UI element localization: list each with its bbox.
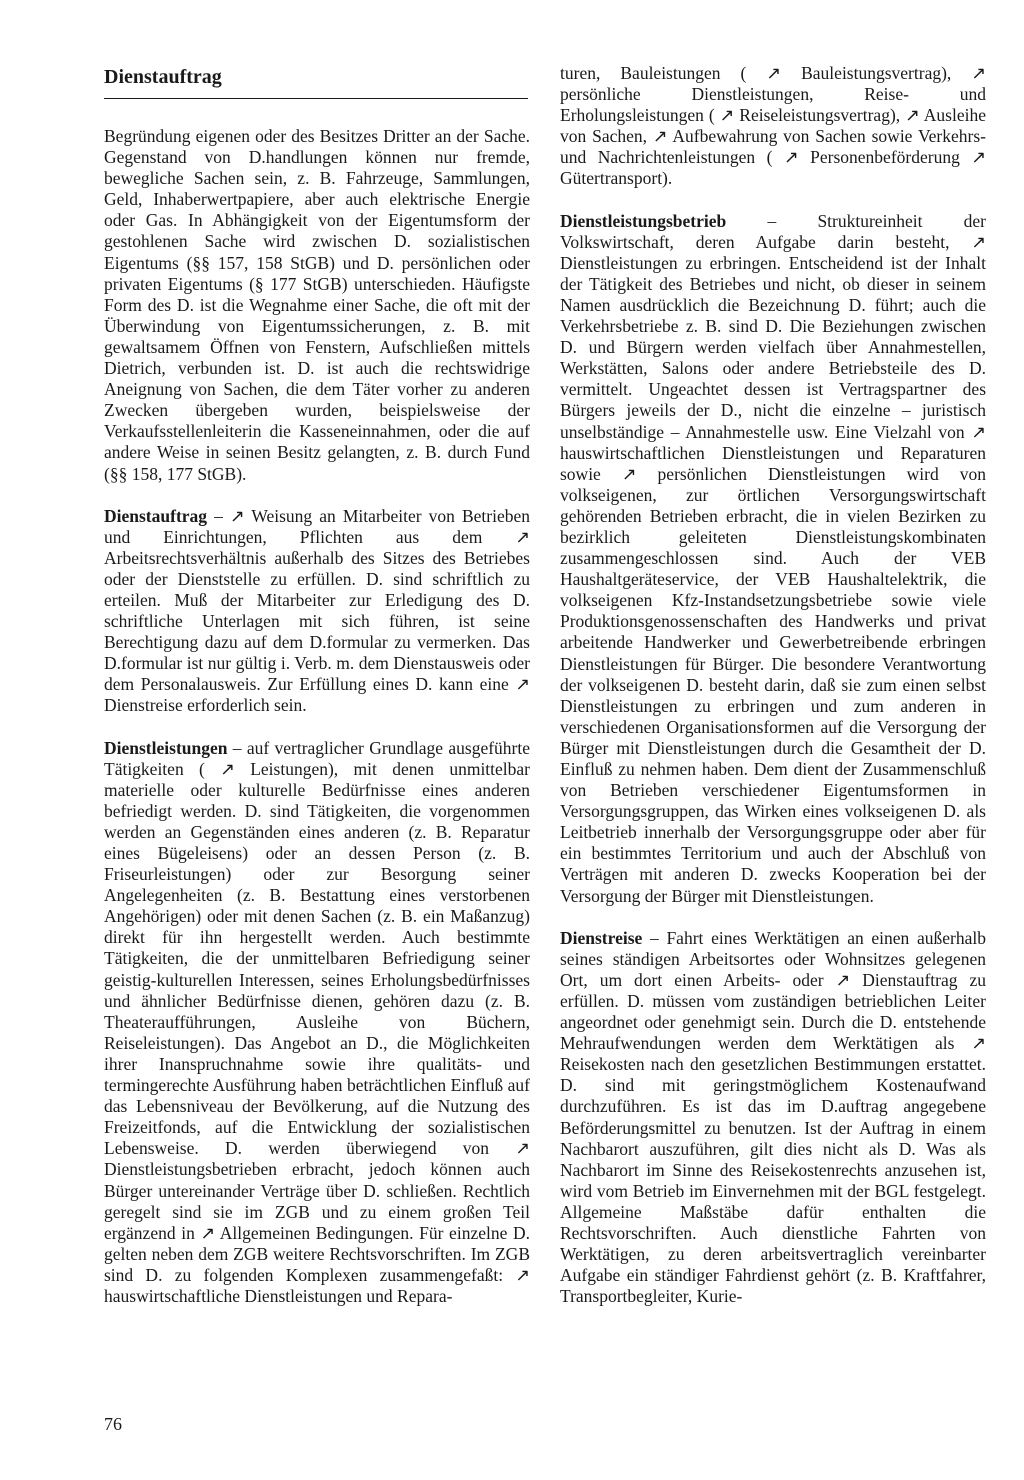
right-column (560, 63, 986, 1328)
entry-dienstauftrag (104, 506, 530, 717)
entry-text: – ↗ Weisung an Mitarbeiter von Betrieben und Einrichtungen, Pflichten aus dem ↗ Arbeitsrechtsverhältnis außerhalb des Sitzes des Betriebes oder der Dienststelle zu erfüllen. D. sind schriftlich zu erteilen. Muß der Mitarbeiter zur Erledigung des D. schriftliche Unterlagen mit sich führen, ist seine Berechtigung dazu auf dem D.formular zu vermerken. Das D.formular ist nur gültig i. Verb. m. dem Dienstausweis oder dem Personalausweis. Zur Erfüllung eines D. kann eine ↗ Dienstreise erforderlich sein. (104, 505, 530, 716)
entry-dienstleistungen (104, 738, 530, 1308)
header-rule (104, 98, 528, 99)
continuation-paragraph: turen, Bauleistungen ( ↗ Bauleistungsvertrag), ↗ persönliche Dienstleistungen, Reise- und Erholungsleistungen ( ↗ Reiseleistungsvertrag), ↗ Ausleihe von Sachen, ↗ Aufbewahrung von Sachen sowie Verkehrs- und Nachrichtenleistungen ( ↗ Personenbeförderung ↗ Gütertransport). (560, 63, 986, 189)
entry-text: – Fahrt eines Werktätigen an einen außerhalb seines ständigen Arbeitsortes oder Wohnsitzes gelegenen Ort, um dort einen Arbeits- oder ↗ Dienstauftrag zu erfüllen. D. müssen vom zuständigen betrieblichen Leiter angeordnet oder genehmigt sein. Durch die D. entstehende Mehraufwendungen werden dem Werktätigen als ↗ Reisekosten nach den gesetzlichen Bestimmungen erstattet. D. sind mit geringstmöglichem Kostenaufwand durchzuführen. Es ist das im D.auftrag angegebene Beförderungsmittel zu benutzen. Ist der Auftrag in einem Nachbarort auszuführen, gilt dies nicht als D. Was als Nachbarort im Sinne des Reisekostenrechts anzusehen ist, wird vom Betrieb im Einvernehmen mit der BGL festgelegt. Allgemeine Maßstäbe dafür enthalten die Rechtsvorschriften. Auch dienstliche Fahrten von Werktätigen, zu deren arbeitsvertraglich vereinbarter Aufgabe ein ständiger Fahrdienst gehört (z. B. Kraftfahrer, Transportbegleiter, Kurie- (560, 927, 986, 1307)
running-head: Dienstauftrag (104, 66, 222, 88)
page-number: 76 (104, 1414, 122, 1434)
entry-dienstleistungsbetrieb (560, 211, 986, 907)
entry-term: Dienstleistungsbetrieb (560, 210, 727, 231)
left-column (104, 126, 530, 1328)
continuation-paragraph: Begründung eigenen oder des Besitzes Dritter an der Sache. Gegenstand von D.handlungen können nur fremde, bewegliche Sachen sein, z. B. Fahrzeuge, Sammlungen, Geld, Inhaberwertpapiere, aber auch elektrische Energie oder Gas. In Abhängigkeit von der Eigentumsform der gestohlenen Sache wird zwischen D. sozialistischen Eigentums (§§ 157, 158 StGB) und D. persönlichen oder privaten Eigentums (§ 177 StGB) unterschieden. Häufigste Form des D. ist die Wegnahme einer Sache, die oft mit der Überwindung von Eigentumssicherungen, z. B. mit gewaltsamem Öffnen von Fenstern, Aufschließen mittels Dietrich, verbunden ist. D. ist auch die rechtswidrige Aneignung von Sachen, die dem Täter vorher zu anderen Zwecken übergeben wurden, beispielsweise der Verkaufsstellenleiterin die Kasseneinnahmen, oder die auf andere Weise in seinen Besitz gelangten, z. B. durch Fund (§§ 158, 177 StGB). (104, 126, 530, 484)
entry-text: – Struktureinheit der Volkswirtschaft, deren Aufgabe darin besteht, ↗ Dienstleistungen zu erbringen. Entscheidend ist der Inhalt der Tätigkeit des Betriebes und nicht, ob dieser in seinem Namen ausdrücklich die Bezeichnung D. führt; auch die Verkehrsbetriebe z. B. sind D. Die Beziehungen zwischen D. und Bürgern werden vielfach über Annahmestellen, Werkstätten, Salons oder andere Betriebsteile des D. vermittelt. Ungeachtet dessen ist Vertragspartner des Bürgers jeweils der D., nicht die einzelne – juristisch unselbständige – Annahmestelle usw. Eine Vielzahl von ↗ hauswirtschaftlichen Dienstleistungen und Reparaturen sowie ↗ persönlichen Dienstleistungen wird von volkseigenen, zur örtlichen Versorgungswirtschaft gehörenden Betrieben erbracht, die in vielen Bezirken zu bezirklich geleiteten Dienstleistungskombinaten zusammengeschlossen sind. Auch der VEB Haushaltgeräteservice, der VEB Haushaltelektrik, die volkseigenen Kfz-Instandsetzungsbetriebe sowie viele Produktionsgenossenschaften des Handwerks und privat arbeitende Handwerker und Gewerbetreibende erbringen Dienstleistungen für Bürger. Die besondere Verantwortung der volkseigenen D. besteht darin, daß sie zum einen selbst Dienstleistungen zu erbringen und zum anderen in verschiedenen Organisationsformen auf die Versorgung der Bürger mit Dienstleistungen durch die Gesamtheit der D. Einfluß zu nehmen haben. Dem dient der Zusammenschluß von Betrieben verschiedener Eigentumsformen in Versorgungsgruppen, das Wirken eines volkseigenen D. als Leitbetrieb innerhalb der Versorgungsgruppe oder aber für ein bestimmtes Territorium und auch der Abschluß von Verträgen mit anderen D. zwecks Kooperation bei der Versorgung der Bürger mit Dienstleistungen. (560, 210, 986, 906)
entry-term: Dienstauftrag (104, 505, 208, 526)
entry-term: Dienstreise (560, 927, 643, 948)
entry-term: Dienstleistungen (104, 737, 228, 758)
entry-dienstreise (560, 928, 986, 1308)
entry-text: – auf vertraglicher Grundlage ausgeführte Tätigkeiten ( ↗ Leistungen), mit denen unmittelbar materielle oder kulturelle Bedürfnisse eines anderen befriedigt werden. D. sind Tätigkeiten, die vorgenommen werden an Gegenständen eines anderen (z. B. Reparatur eines Bügeleisens) oder an dessen Person (z. B. Friseurleistungen) oder zur Besorgung seiner Angelegenheiten (z. B. Bestattung eines verstorbenen Angehörigen) oder mit denen Sachen (z. B. ein Maßanzug) direkt für ihn hergestellt werden. Auch bestimmte Tätigkeiten, die der unmittelbaren Befriedigung seiner geistig-kulturellen Interessen, seines Erholungsbedürfnisses und ähnlicher Bedürfnisse dienen, gehören dazu (z. B. Theateraufführungen, Ausleihe von Büchern, Reiseleistungen). Das Angebot an D., die Möglichkeiten ihrer Inanspruchnahme sowie ihre qualitäts- und termingerechte Ausführung haben beträchtlichen Einfluß auf das Lebensniveau der Bevölkerung, auf die Nutzung des Freizeitfonds, auf die Entwicklung der sozialistischen Lebensweise. D. werden überwiegend von ↗ Dienstleistungsbetrieben erbracht, jedoch können auch Bürger untereinander Verträge über D. schließen. Rechtlich geregelt sind sie im ZGB und zu einem großen Teil ergänzend in ↗ Allgemeinen Bedingungen. Für einzelne D. gelten neben dem ZGB weitere Rechtsvorschriften. Im ZGB sind D. zu folgenden Komplexen zusammengefaßt: ↗ hauswirtschaftliche Dienstleistungen und Repara- (104, 737, 530, 1306)
